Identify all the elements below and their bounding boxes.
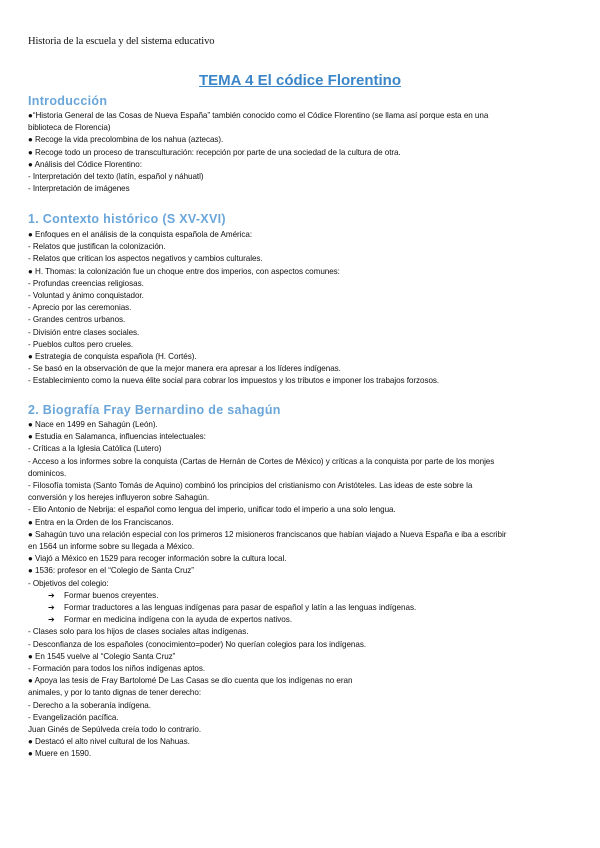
intro-line: - Interpretación de imágenes bbox=[28, 184, 130, 194]
heading-introduccion: Introducción bbox=[28, 94, 108, 108]
contexto-line: ● Estrategia de conquista española (H. Cortés). bbox=[28, 352, 197, 361]
contexto-line: - Relatos que critican los aspectos negativos y cambios culturales. bbox=[28, 254, 263, 264]
heading-biografia: 2. Biografía Fray Bernardino de sahagún bbox=[28, 403, 281, 417]
document-title: TEMA 4 El códice Florentino bbox=[199, 72, 401, 89]
contexto-line: - Voluntad y ánimo conquistador. bbox=[28, 291, 144, 300]
objetivo-text: Formar buenos creyentes. bbox=[64, 590, 159, 600]
biografia-line: en 1564 un informe sobre su llegada a México. bbox=[28, 542, 195, 551]
arrow-icon: ➔ bbox=[48, 590, 55, 600]
biografia-line: ● 1536: profesor en el “Colegio de Santa Cruz” bbox=[28, 566, 194, 576]
contexto-line: - Pueblos cultos pero crueles. bbox=[28, 339, 134, 349]
contexto-line: - Profundas creencias religiosas. bbox=[28, 278, 144, 288]
heading-contexto: 1. Contexto histórico (S XV-XVI) bbox=[28, 212, 226, 226]
contexto-line: - Relatos que justifican la colonización. bbox=[28, 242, 166, 252]
biografia-line: - Clases solo para los hijos de clases sociales altas indígenas. bbox=[28, 627, 249, 637]
biografia-line: Juan Ginés de Sepúlveda creía todo lo contrario. bbox=[28, 725, 202, 734]
biografia-line: - Filosofía tomista (Santo Tomás de Aquino) combinó los principios del cristianismo con Aristóteles. Las ideas de este sobre la bbox=[28, 481, 473, 490]
biografia-line: animales, y por lo tanto dignas de tener derecho: bbox=[28, 688, 202, 698]
biografia-line: ● Estudia en Salamanca, influencias intelectuales: bbox=[28, 432, 206, 442]
intro-line: - Interpretación del texto (latín, español y náhuatl) bbox=[28, 172, 204, 181]
contexto-line: ● Enfoques en el análisis de la conquista española de América: bbox=[28, 230, 253, 239]
biografia-line: ● Nace en 1499 en Sahagún (León). bbox=[28, 420, 158, 429]
biografia-line: ● Entra en la Orden de los Franciscanos. bbox=[28, 517, 174, 527]
biografia-line: ● Viajó a México en 1529 para recoger información sobre la cultura local. bbox=[28, 554, 287, 564]
contexto-line: - Se basó en la observación de que la mejor manera era apresar a los líderes indígenas. bbox=[28, 364, 341, 374]
arrow-icon: ➔ bbox=[48, 615, 55, 625]
biografia-line: - Críticas a la Iglesia Católica (Lutero) bbox=[28, 444, 162, 454]
biografia-line: conversión y los herejes influyeron sobre Sahagún. bbox=[28, 493, 210, 503]
biografia-line: - Acceso a los informes sobre la conquista (Cartas de Hernán de Cortes de México) y críticas a la conquista por parte de los monjes bbox=[28, 456, 495, 466]
objetivo-text: Formar en medicina indígena con la ayuda de expertos nativos. bbox=[64, 615, 293, 625]
intro-line: biblioteca de Florencia) bbox=[28, 123, 111, 133]
intro-line: ● Análisis del Códice Florentino: bbox=[28, 159, 142, 169]
biografia-line: - Desconfianza de los españoles (conocimiento=poder) No querían colegios para los indígenas. bbox=[28, 639, 367, 649]
contexto-line: - Grandes centros urbanos. bbox=[28, 315, 126, 325]
biografia-line: - Derecho a la soberanía indígena. bbox=[28, 700, 151, 710]
biografia-line: - Elio Antonio de Nebrija: el español como lengua del imperio, unificar todo el imperio a una solo lengua. bbox=[28, 505, 396, 515]
intro-line: ● Recoge todo un proceso de transculturación: recepción por parte de una sociedad de la cultura de otra. bbox=[28, 147, 401, 157]
biografia-line: - Formación para todos los niños indígenas aptos. bbox=[28, 664, 206, 673]
contexto-line: - División entre clases sociales. bbox=[28, 327, 140, 337]
intro-line: ●“Historia General de las Cosas de Nueva España” también conocido como el Códice Florentino (se llama así porque esta en una bbox=[28, 111, 489, 120]
intro-line: ● Recoge la vida precolombina de los nahua (aztecas). bbox=[28, 135, 224, 145]
biografia-line: ● Muere en 1590. bbox=[28, 749, 92, 759]
objetivo-item bbox=[48, 602, 416, 613]
contexto-line: - Establecimiento como la nueva élite social para cobrar los impuestos y los tributos e imponer los trabajos forzosos. bbox=[28, 376, 440, 386]
objetivo-item bbox=[48, 614, 292, 625]
biografia-line: - Objetivos del colegio: bbox=[28, 578, 109, 588]
objetivo-item bbox=[48, 590, 158, 601]
arrow-icon: ➔ bbox=[48, 603, 55, 612]
biografia-line: ● Sahagún tuvo una relación especial con los primeros 12 misioneros franciscanos que habían viajado a Nueva España e iba a escribir bbox=[28, 529, 507, 539]
objetivo-text: Formar traductores a las lenguas indígenas para pasar de español y latín a las lenguas indígenas. bbox=[64, 603, 417, 612]
contexto-line: ● H. Thomas: la colonización fue un choque entre dos imperios, con aspectos comunes: bbox=[28, 266, 340, 276]
biografia-line: dominicos. bbox=[28, 468, 67, 478]
running-header: Historia de la escuela y del sistema educativo bbox=[28, 36, 215, 47]
biografia-line: ● Destacó el alto nivel cultural de los Nahuas. bbox=[28, 737, 190, 747]
contexto-line: - Aprecio por las ceremonias. bbox=[28, 303, 132, 313]
biografia-line: ● En 1545 vuelve al “Colegio Santa Cruz” bbox=[28, 651, 176, 661]
biografia-line: - Evangelización pacífica. bbox=[28, 712, 119, 722]
biografia-line: ● Apoya las tesis de Fray Bartolomé De Las Casas se dio cuenta que los indígenas no eran bbox=[28, 676, 353, 686]
